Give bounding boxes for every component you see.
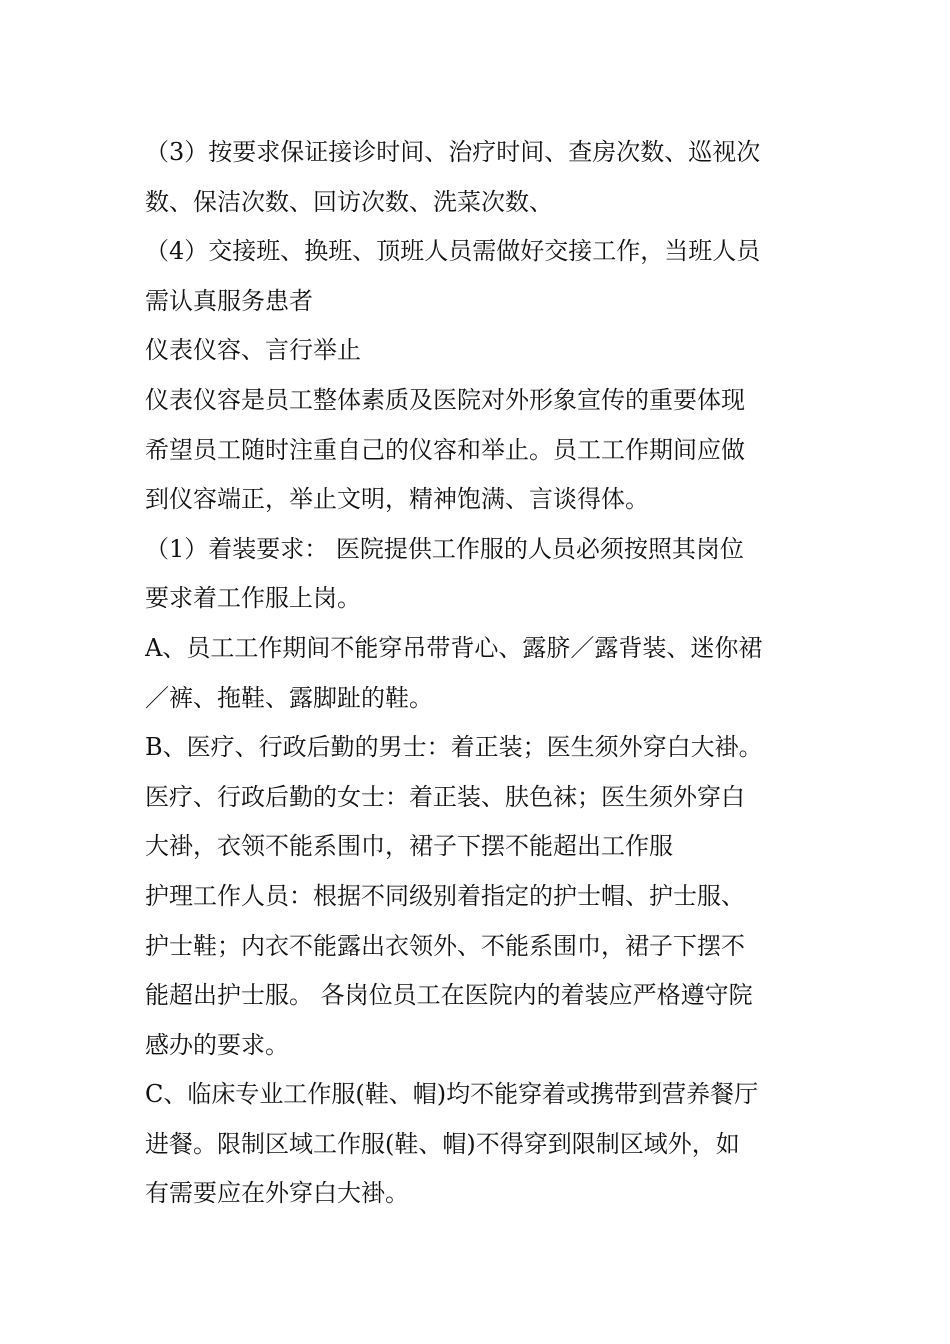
text-line: 能超出护士服。 各岗位员工在医院内的着装应严格遵守院 (145, 981, 753, 1010)
text-line: 到仪容端正，举止文明，精神饱满、言谈得体。 (145, 485, 649, 514)
text-line: C、临床专业工作服(鞋、帽)均不能穿着或携带到营养餐厅 (145, 1080, 759, 1109)
text-line: （1）着装要求： 医院提供工作服的人员必须按照其岗位 (145, 534, 744, 563)
text-line: 希望员工随时注重自己的仪容和举止。员工工作期间应做 (145, 435, 745, 464)
text-line: （4）交接班、换班、顶班人员需做好交接工作，当班人员 (145, 237, 761, 266)
text-line: B、医疗、行政后勤的男士：着正装；医生须外穿白大褂。 (145, 733, 763, 762)
text-line: 医疗、行政后勤的女士：着正装、肤色袜；医生须外穿白 (145, 782, 745, 811)
text-line: ／裤、拖鞋、露脚趾的鞋。 (145, 683, 433, 712)
text-line: 数、保洁次数、回访次数、洗菜次数、 (145, 187, 553, 216)
document-body (145, 128, 810, 1219)
text-line: 需认真服务患者 (145, 286, 313, 315)
text-line: A、员工工作期间不能穿吊带背心、露脐／露背装、迷你裙 (145, 633, 763, 662)
text-line: 仪表仪容是员工整体素质及医院对外形象宣传的重要体现 (145, 385, 745, 414)
text-line: 进餐。限制区域工作服(鞋、帽)不得穿到限制区域外，如 (145, 1129, 740, 1158)
text-line: 要求着工作服上岗。 (145, 584, 361, 613)
text-line: （3）按要求保证接诊时间、治疗时间、查房次数、巡视次 (145, 138, 761, 166)
text-line: 护理工作人员：根据不同级别着指定的护士帽、护士服、 (145, 881, 745, 910)
text-line: 有需要应在外穿白大褂。 (145, 1179, 409, 1208)
text-line: 护士鞋；内衣不能露出衣领外、不能系围巾，裙子下摆不 (145, 931, 745, 960)
text-line: 大褂，衣领不能系围巾，裙子下摆不能超出工作服 (145, 832, 673, 861)
text-line: 感办的要求。 (145, 1030, 289, 1059)
section-heading: 仪表仪容、言行举止 (145, 336, 361, 365)
